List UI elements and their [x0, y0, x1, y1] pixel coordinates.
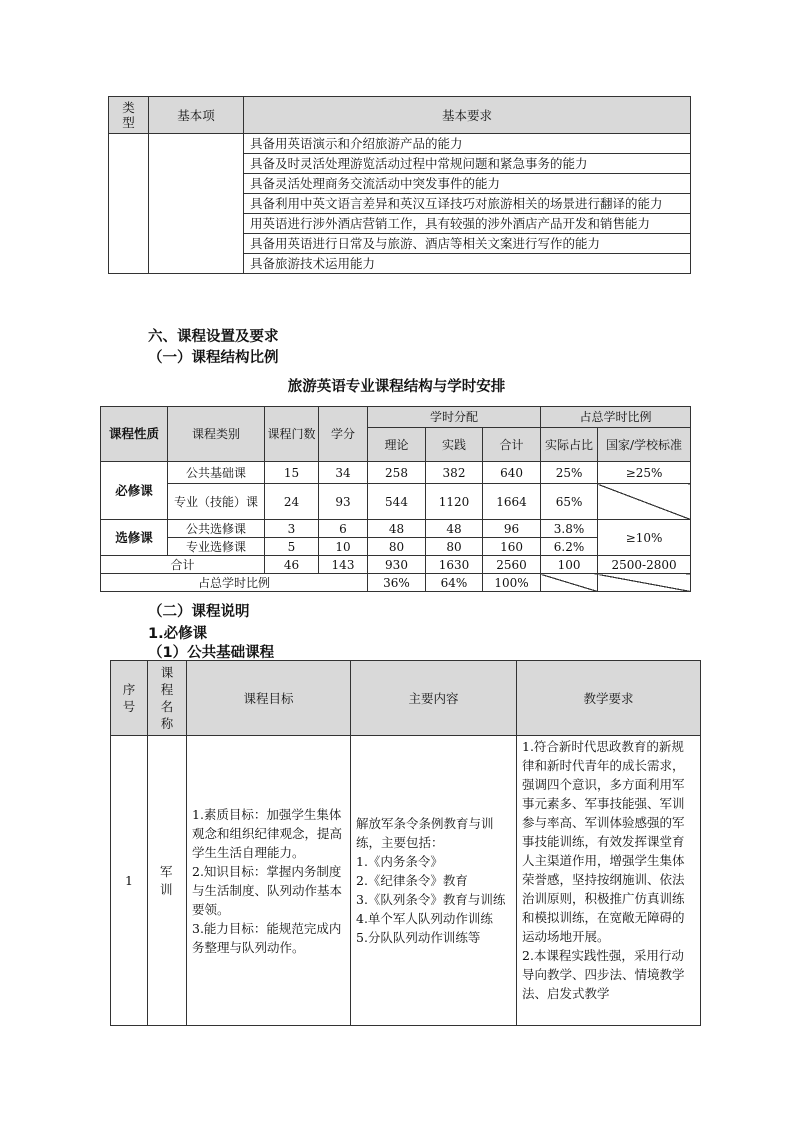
theory-cell: 544: [368, 484, 426, 520]
pct-theory: 36%: [368, 574, 426, 592]
header-content: 主要内容: [351, 661, 517, 736]
credit-cell: 6: [319, 520, 368, 538]
type-cell: [109, 134, 149, 274]
requirement-row: 具备及时灵活处理游览活动过程中常规问题和紧急事务的能力: [244, 154, 691, 174]
sum-theory: 930: [368, 556, 426, 574]
diagonal-cell: [541, 574, 598, 592]
total-cell: 640: [483, 462, 541, 484]
sum-actual: 100: [541, 556, 598, 574]
total-cell: 96: [483, 520, 541, 538]
actual-cell: 65%: [541, 484, 598, 520]
required-heading: 1.必修课: [148, 626, 208, 642]
row-teaching: 1.符合新时代思政教育的新规律和新时代青年的成长需求，强调四个意识，多方面利用军事元素多、军事技能强、军训参与率高、军训体验感强的军事技能训练，有效发挥课堂育人主渠道作用，增强学生集体荣誉感，坚持按纲施训、依法治训原则，积极推广仿真训练和模拟训练，在宽敞无障碍的运动场地开展。 2.本课程实践性强，采用行动导向教学、四步法、情境教学法、启发式教学: [517, 736, 701, 1026]
count-cell: 5: [265, 538, 319, 556]
header-actual: 实际占比: [541, 428, 598, 462]
header-basic-item: 基本项: [149, 97, 244, 134]
header-standard: 国家/学校标准: [598, 428, 691, 462]
section-6-title: 六、课程设置及要求: [148, 329, 279, 345]
row-goal: 1.素质目标：加强学生集体观念和组织纪律观念，提高学生生活自理能力。 2.知识目标：掌握内务制度与生活制度、队列动作基本要领。 3.能力目标：能规范完成内务整理与队列动作。: [187, 736, 351, 1026]
row-course-name: 军训: [148, 736, 187, 1026]
practice-cell: 1120: [426, 484, 483, 520]
pct-total: 100%: [483, 574, 541, 592]
header-hours: 学时分配: [368, 407, 541, 428]
standard-cell: ≥10%: [598, 520, 691, 556]
sum-practice: 1630: [426, 556, 483, 574]
sum-count: 46: [265, 556, 319, 574]
header-category: 课程类别: [168, 407, 265, 462]
header-teaching: 教学要求: [517, 661, 701, 736]
count-cell: 3: [265, 520, 319, 538]
section-6-sub2: [148, 600, 250, 621]
credit-cell: 34: [319, 462, 368, 484]
group-required: 必修课: [101, 462, 168, 520]
count-cell: 15: [265, 462, 319, 484]
diagonal-cell: [598, 484, 691, 520]
table2-title: 旅游英语专业课程结构与学时安排: [287, 379, 506, 395]
category-cell: 专业选修课: [168, 538, 265, 556]
theory-cell: 80: [368, 538, 426, 556]
row-content: 解放军条令条例教育与训练，主要包括： 1.《内务条令》 2.《纪律条令》教育 3.《队列条令》教育与训练 4.单个军人队列动作训练 5.分队队列动作训练等: [351, 736, 517, 1026]
actual-cell: 3.8%: [541, 520, 598, 538]
public-courses-table: [110, 660, 701, 1026]
requirement-row: 具备利用中英文语言差异和英汉互译技巧对旅游相关的场景进行翻译的能力: [244, 194, 691, 214]
sum-credit: 143: [319, 556, 368, 574]
header-credit: 学分: [319, 407, 368, 462]
requirement-row: 具备旅游技术运用能力: [244, 254, 691, 274]
group-elective: 选修课: [101, 520, 168, 556]
credit-cell: 93: [319, 484, 368, 520]
header-count: 课程门数: [265, 407, 319, 462]
requirement-row: 具备灵活处理商务交流活动中突发事件的能力: [244, 174, 691, 194]
requirement-row: 用英语进行涉外酒店营销工作，具有较强的涉外酒店产品开发和销售能力: [244, 214, 691, 234]
diagonal-cell: [598, 574, 691, 592]
count-cell: 24: [265, 484, 319, 520]
header-nature: 课程性质: [101, 407, 168, 462]
basic-item-cell: [149, 134, 244, 274]
practice-cell: 80: [426, 538, 483, 556]
requirement-row: 具备用英语演示和介绍旅游产品的能力: [244, 134, 691, 154]
category-cell: 公共选修课: [168, 520, 265, 538]
practice-cell: 48: [426, 520, 483, 538]
header-practice: 实践: [426, 428, 483, 462]
actual-cell: 25%: [541, 462, 598, 484]
category-cell: 专业（技能）课: [168, 484, 265, 520]
header-basic-requirement: 基本要求: [244, 97, 691, 134]
category-cell: 公共基础课: [168, 462, 265, 484]
header-course-name: 课程名称: [148, 661, 187, 736]
sum-total: 2560: [483, 556, 541, 574]
standard-cell: ≥25%: [598, 462, 691, 484]
practice-cell: 382: [426, 462, 483, 484]
row-no: 1: [111, 736, 148, 1026]
header-theory: 理论: [368, 428, 426, 462]
total-cell: 1664: [483, 484, 541, 520]
total-cell: 160: [483, 538, 541, 556]
header-type: 类 型: [109, 97, 149, 134]
public-heading: （1）公共基础课程: [148, 645, 275, 661]
pct-label: 占总学时比例: [101, 574, 368, 592]
actual-cell: 6.2%: [541, 538, 598, 556]
sum-label: 合计: [101, 556, 265, 574]
requirement-row: 具备用英语进行日常及与旅游、酒店等相关文案进行写作的能力: [244, 234, 691, 254]
header-no: 序号: [111, 661, 148, 736]
ability-requirements-table: [108, 96, 691, 274]
header-total: 合计: [483, 428, 541, 462]
theory-cell: 258: [368, 462, 426, 484]
header-ratio: 占总学时比例: [541, 407, 691, 428]
credit-cell: 10: [319, 538, 368, 556]
header-goal: 课程目标: [187, 661, 351, 736]
course-structure-table: [100, 406, 691, 592]
sub2-text: （二）课程说明: [148, 604, 250, 620]
theory-cell: 48: [368, 520, 426, 538]
pct-practice: 64%: [426, 574, 483, 592]
sum-standard: 2500-2800: [598, 556, 691, 574]
section-6-sub1: （一）课程结构比例: [148, 350, 279, 366]
